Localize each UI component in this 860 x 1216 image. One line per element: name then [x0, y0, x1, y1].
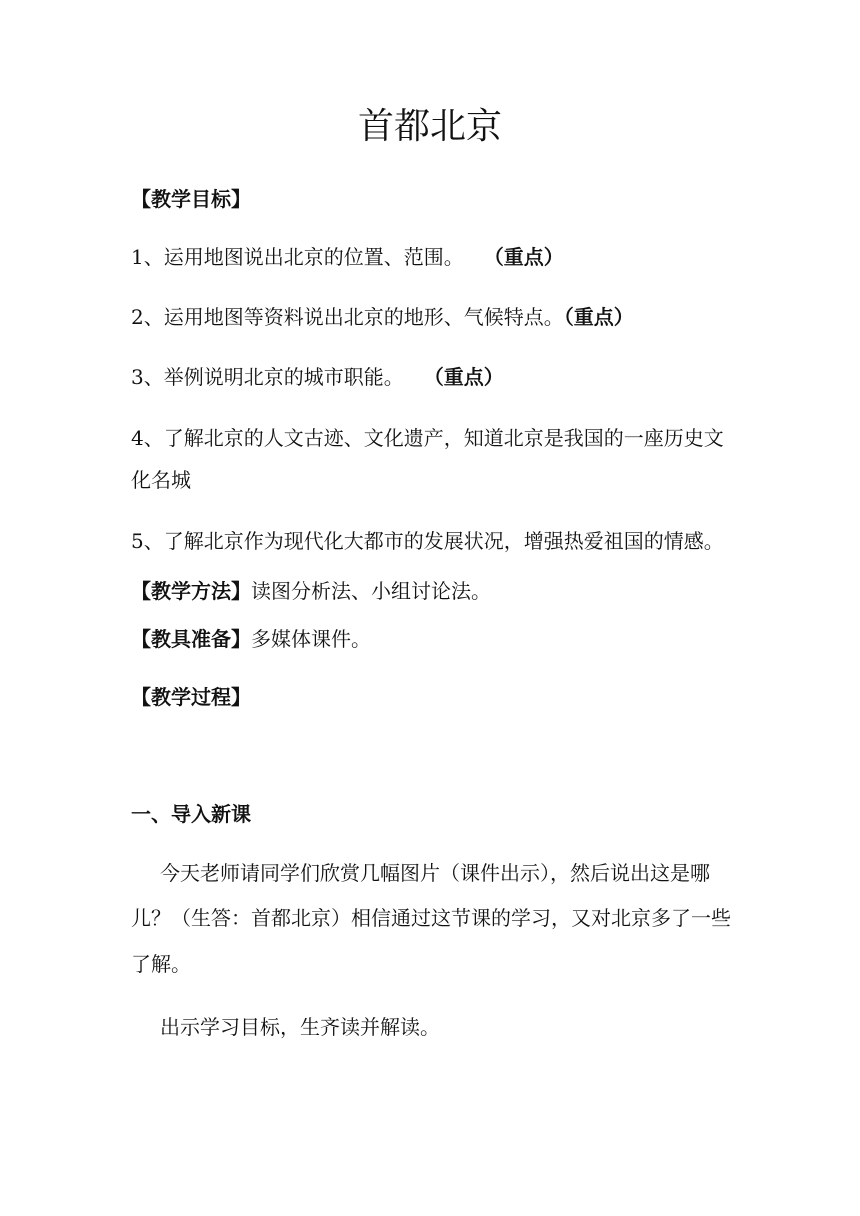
goal-item-4-line-2: 化名城	[131, 468, 191, 492]
goal-gap	[454, 245, 494, 269]
goal-item-3	[131, 364, 751, 390]
goal-text: 2、运用地图等资料说出北京的地形、气候特点。	[131, 305, 564, 329]
goal-item-1	[131, 244, 751, 270]
goal-item-4-line-1: 4、了解北京的人文古迹、文化遗产，知道北京是我国的一座历史文	[131, 426, 724, 450]
goal-item-2	[131, 304, 751, 330]
goal-item-5: 5、了解北京作为现代化大都市的发展状况，增强热爱祖国的情感。	[131, 529, 724, 553]
teaching-tools	[131, 626, 751, 652]
intro-paragraph-line-1: 今天老师请同学们欣赏几幅图片（课件出示），然后说出这是哪	[160, 861, 710, 885]
teaching-tools-label: 【教具准备】	[131, 627, 251, 651]
goals-header: 【教学目标】	[131, 187, 251, 211]
key-point-tag: （重点）	[563, 305, 634, 329]
show-goals-text: 出示学习目标，生齐读并解读。	[160, 1015, 440, 1039]
key-point-tag: （重点）	[433, 365, 504, 389]
goal-text: 3、举例说明北京的城市职能。	[131, 365, 394, 389]
goal-gap	[394, 365, 434, 389]
intro-paragraph-line-3: 了解。	[131, 952, 191, 976]
teaching-method-text: 读图分析法、小组讨论法。	[251, 579, 491, 603]
document-title: 首都北京	[357, 106, 502, 147]
goal-text: 1、运用地图说出北京的位置、范围。	[131, 245, 454, 269]
process-header: 【教学过程】	[131, 685, 251, 709]
teaching-method-label: 【教学方法】	[131, 579, 251, 603]
teaching-method	[131, 578, 751, 604]
intro-paragraph-line-2: 儿？（生答：首都北京）相信通过这节课的学习，又对北京多了一些	[131, 906, 731, 930]
teaching-tools-text: 多媒体课件。	[251, 627, 371, 651]
section-1-title: 一、导入新课	[131, 802, 251, 826]
key-point-tag: （重点）	[493, 245, 564, 269]
